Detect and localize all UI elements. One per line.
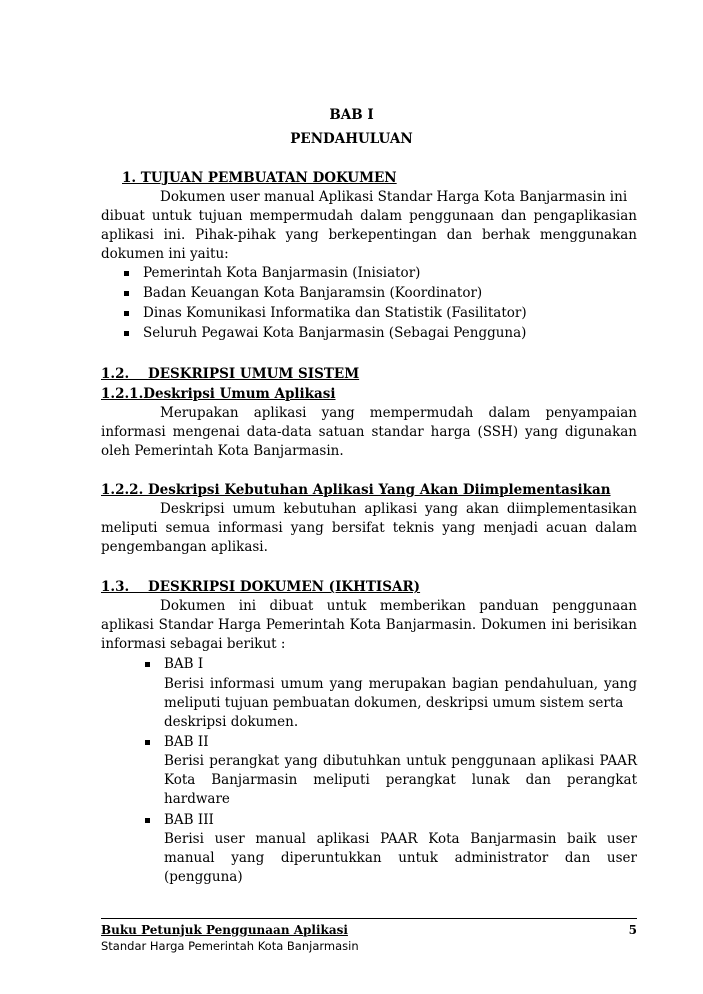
list-item-text: Berisi user manual aplikasi PAAR Kota Banjarmasin baik user — [164, 831, 637, 847]
section-heading-deskripsi-umum: 1.2. DESKRIPSI UMUM SISTEM — [101, 366, 360, 382]
paragraph-line: dibuat untuk tujuan mempermudah dalam penggunaan dan pengaplikasian — [101, 208, 637, 224]
paragraph-line: informasi mengenai data-data satuan standar harga (SSH) yang digunakan — [101, 424, 637, 440]
paragraph-line: Deskripsi umum kebutuhan aplikasi yang akan diimplementasikan — [160, 501, 637, 517]
footer-title: Buku Petunjuk Penggunaan Aplikasi — [101, 923, 348, 937]
list-item-text: (pengguna) — [164, 869, 243, 885]
list-item-text: manual yang diperuntukkan untuk administrator dan user — [164, 850, 637, 866]
list-item-text: meliputi tujuan pembuatan dokumen, deskripsi umum sistem serta — [164, 695, 624, 711]
paragraph-line: oleh Pemerintah Kota Banjarmasin. — [101, 443, 344, 459]
bullet-icon — [145, 662, 150, 667]
list-item-text: Berisi informasi umum yang merupakan bagian pendahuluan, yang — [164, 676, 637, 692]
footer-divider — [101, 918, 637, 919]
footer-subtitle: Standar Harga Pemerintah Kota Banjarmasin — [101, 939, 359, 953]
paragraph-line: meliputi semua informasi yang bersifat teknis yang menjadi acuan dalam — [101, 520, 637, 536]
list-item: Pemerintah Kota Banjarmasin (Inisiator) — [143, 265, 421, 281]
list-item-text: Berisi perangkat yang dibutuhkan untuk penggunaan aplikasi PAAR — [164, 753, 637, 769]
paragraph-line: informasi sebagai berikut : — [101, 636, 286, 652]
bullet-icon — [124, 271, 129, 276]
page-number: 5 — [628, 923, 637, 937]
section-heading-tujuan: 1. TUJUAN PEMBUATAN DOKUMEN — [122, 170, 397, 186]
subsection-heading-kebutuhan: 1.2.2. Deskripsi Kebutuhan Aplikasi Yang Akan Diimplementasikan — [101, 482, 611, 498]
bullet-icon — [124, 331, 129, 336]
bullet-icon — [145, 818, 150, 823]
chapter-number: BAB I — [329, 107, 374, 123]
list-item-label: BAB II — [164, 734, 209, 750]
paragraph-line: Merupakan aplikasi yang mempermudah dalam penyampaian — [160, 405, 637, 421]
paragraph-line: dokumen ini yaitu: — [101, 246, 229, 262]
list-item-text: Kota Banjarmasin meliputi perangkat lunak dan perangkat — [164, 772, 637, 788]
list-item-label: BAB I — [164, 656, 204, 672]
bullet-icon — [124, 291, 129, 296]
list-item: Seluruh Pegawai Kota Banjarmasin (Sebagai Pengguna) — [143, 325, 527, 341]
paragraph-line: Dokumen ini dibuat untuk memberikan panduan penggunaan — [160, 598, 637, 614]
bullet-icon — [124, 311, 129, 316]
list-item: Dinas Komunikasi Informatika dan Statistik (Fasilitator) — [143, 305, 527, 321]
paragraph-line: pengembangan aplikasi. — [101, 539, 268, 555]
list-item-label: BAB III — [164, 812, 214, 828]
bullet-icon — [145, 740, 150, 745]
section-heading-deskripsi-dokumen: 1.3. DESKRIPSI DOKUMEN (IKHTISAR) — [101, 579, 421, 595]
paragraph-line: aplikasi Standar Harga Pemerintah Kota Banjarmasin. Dokumen ini berisikan — [101, 617, 637, 633]
list-item: Badan Keuangan Kota Banjaramsin (Koordinator) — [143, 285, 483, 301]
paragraph-line: Dokumen user manual Aplikasi Standar Harga Kota Banjarmasin ini — [160, 189, 628, 205]
list-item-text: deskripsi dokumen. — [164, 714, 299, 730]
list-item-text: hardware — [164, 791, 230, 807]
subsection-heading-umum-aplikasi: 1.2.1.Deskripsi Umum Aplikasi — [101, 386, 336, 402]
paragraph-line: aplikasi ini. Pihak-pihak yang berkepentingan dan berhak menggunakan — [101, 227, 637, 243]
chapter-title: PENDAHULUAN — [290, 131, 413, 147]
